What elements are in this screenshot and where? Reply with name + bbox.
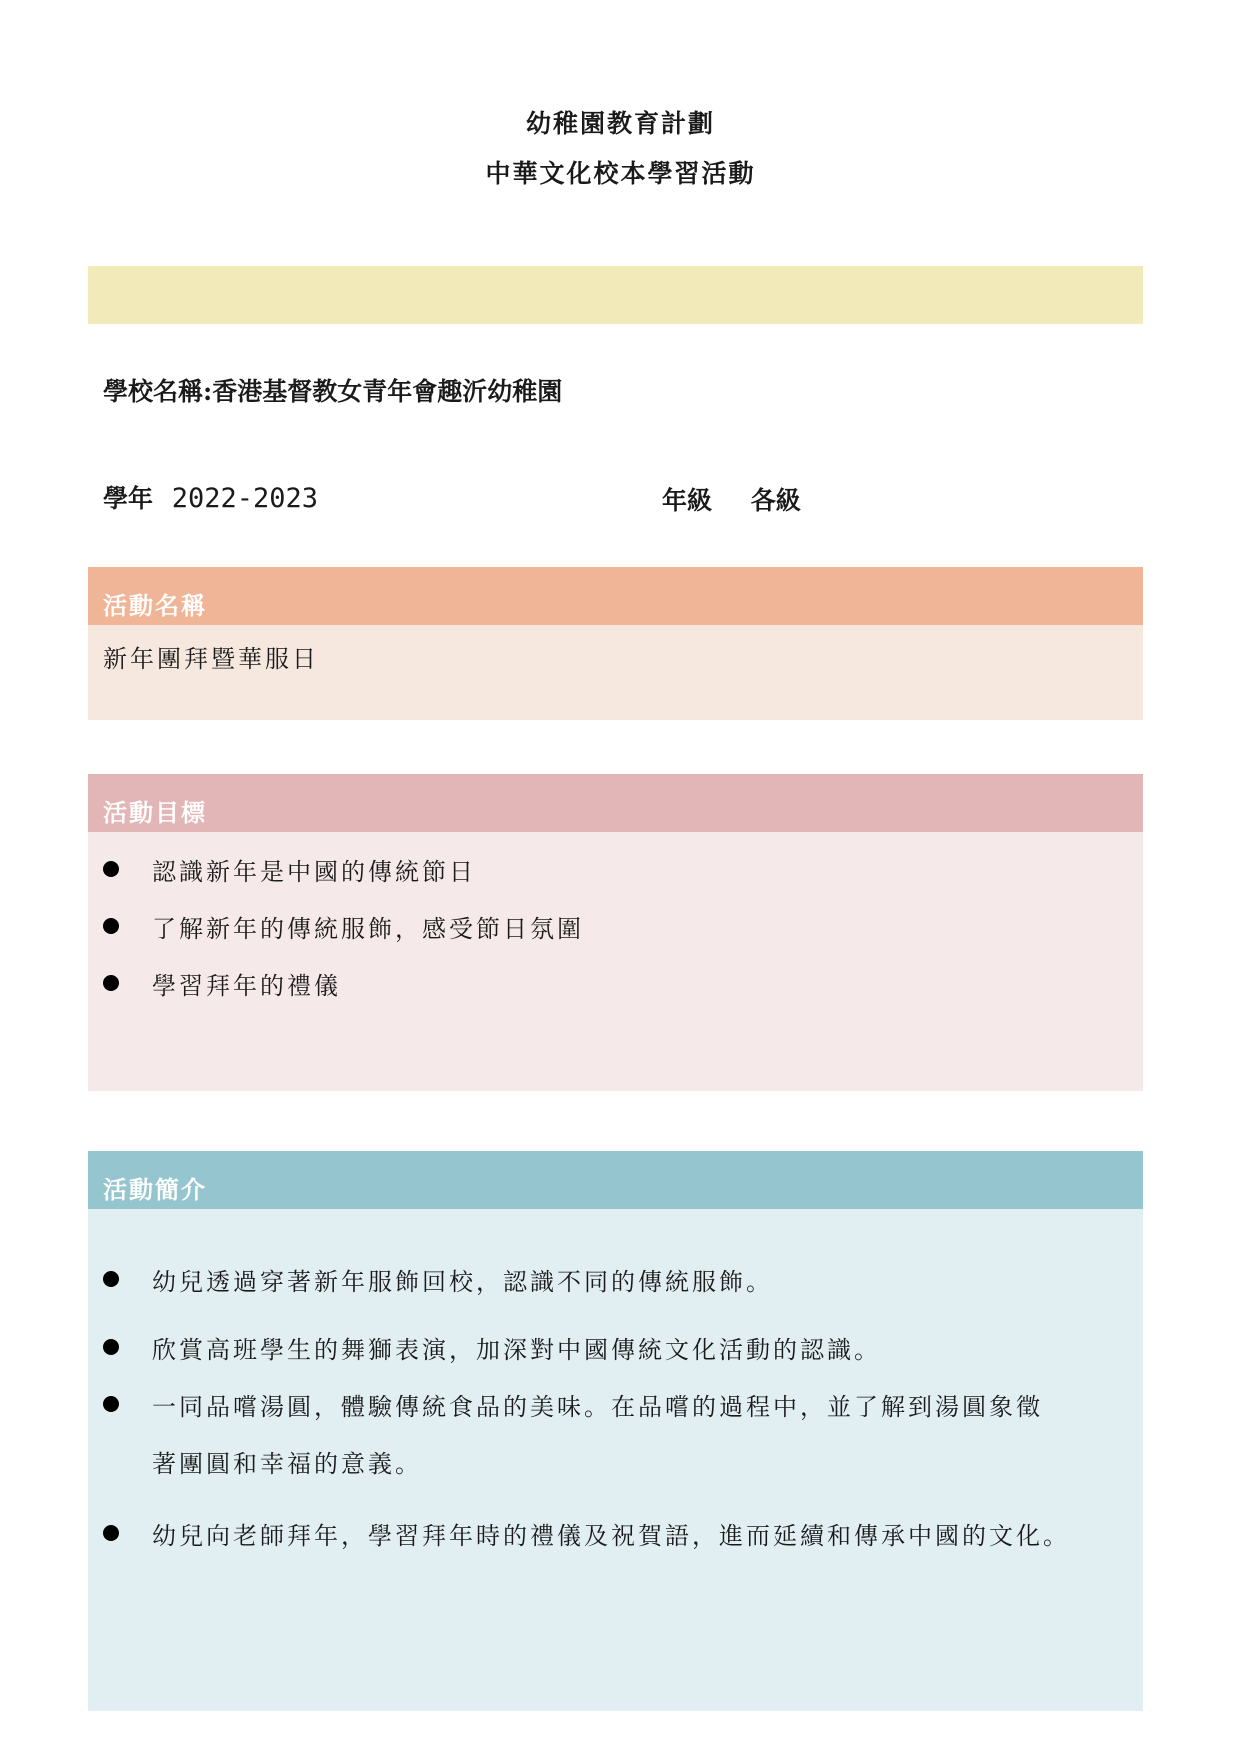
- grade-row: [662, 481, 801, 517]
- grade-value: 各級: [750, 486, 801, 515]
- activity-intro-section: [88, 1151, 1143, 1711]
- bullet-icon: [103, 975, 119, 991]
- activity-objectives-section: [88, 774, 1143, 1091]
- page-subtitle: 中華文化校本學習活動: [485, 159, 756, 188]
- activity-name-header-label: 活動名稱: [103, 591, 207, 620]
- objectives-list: [88, 852, 1143, 1023]
- list-item-continuation: [88, 1444, 1143, 1516]
- page-title: 幼稚園教育計劃: [525, 109, 715, 138]
- list-item: [88, 1387, 1143, 1444]
- activity-objectives-body: [88, 832, 1143, 1091]
- bullet-icon: [103, 1525, 119, 1541]
- activity-objectives-header: [88, 774, 1143, 832]
- bullet-icon: [103, 1339, 119, 1355]
- list-item: [88, 1516, 1143, 1573]
- activity-name-header: [88, 567, 1143, 625]
- objective-text: 學習拜年的禮儀: [152, 972, 341, 1000]
- activity-name-text: 新年團拜暨華服日: [103, 645, 319, 673]
- activity-intro-header: [88, 1151, 1143, 1209]
- objective-text: 認識新年是中國的傳統節日: [152, 858, 476, 886]
- academic-year-row: [103, 479, 318, 515]
- intro-text: 著團圓和幸福的意義。: [152, 1450, 422, 1478]
- list-item: [88, 1262, 1143, 1330]
- objective-text: 了解新年的傳統服飾，感受節日氛圍: [152, 915, 584, 943]
- grade-label: 年級: [662, 486, 713, 515]
- activity-intro-header-label: 活動簡介: [103, 1175, 207, 1204]
- list-item: [88, 966, 1143, 1023]
- school-name-value: 香港基督教女青年會趣沂幼稚園: [212, 377, 563, 406]
- intro-text: 欣賞高班學生的舞獅表演，加深對中國傳統文化活動的認識。: [152, 1336, 881, 1364]
- activity-objectives-header-label: 活動目標: [103, 798, 207, 827]
- intro-text: 幼兒透過穿著新年服飾回校，認識不同的傳統服飾。: [152, 1268, 773, 1296]
- intro-text: 幼兒向老師拜年，學習拜年時的禮儀及祝賀語，進而延續和傳承中國的文化。: [152, 1522, 1070, 1550]
- academic-year-value: 2022-2023: [171, 483, 319, 514]
- school-name-row: [103, 372, 562, 408]
- academic-year-label: 學年: [103, 484, 154, 513]
- list-item: [88, 909, 1143, 966]
- bullet-icon: [103, 1271, 119, 1287]
- activity-name-body: [88, 625, 1143, 720]
- intro-list: [88, 1262, 1143, 1573]
- intro-text: 一同品嚐湯圓，體驗傳統食品的美味。在品嚐的過程中，並了解到湯圓象徵: [152, 1393, 1043, 1421]
- yellow-banner: [88, 266, 1143, 324]
- bullet-icon: [103, 1396, 119, 1412]
- list-item: [88, 852, 1143, 909]
- school-name-label: 學校名稱:: [103, 377, 213, 406]
- activity-name-section: [88, 567, 1143, 720]
- activity-intro-body: [88, 1209, 1143, 1711]
- bullet-icon: [103, 861, 119, 877]
- list-item: [88, 1330, 1143, 1387]
- bullet-icon: [103, 918, 119, 934]
